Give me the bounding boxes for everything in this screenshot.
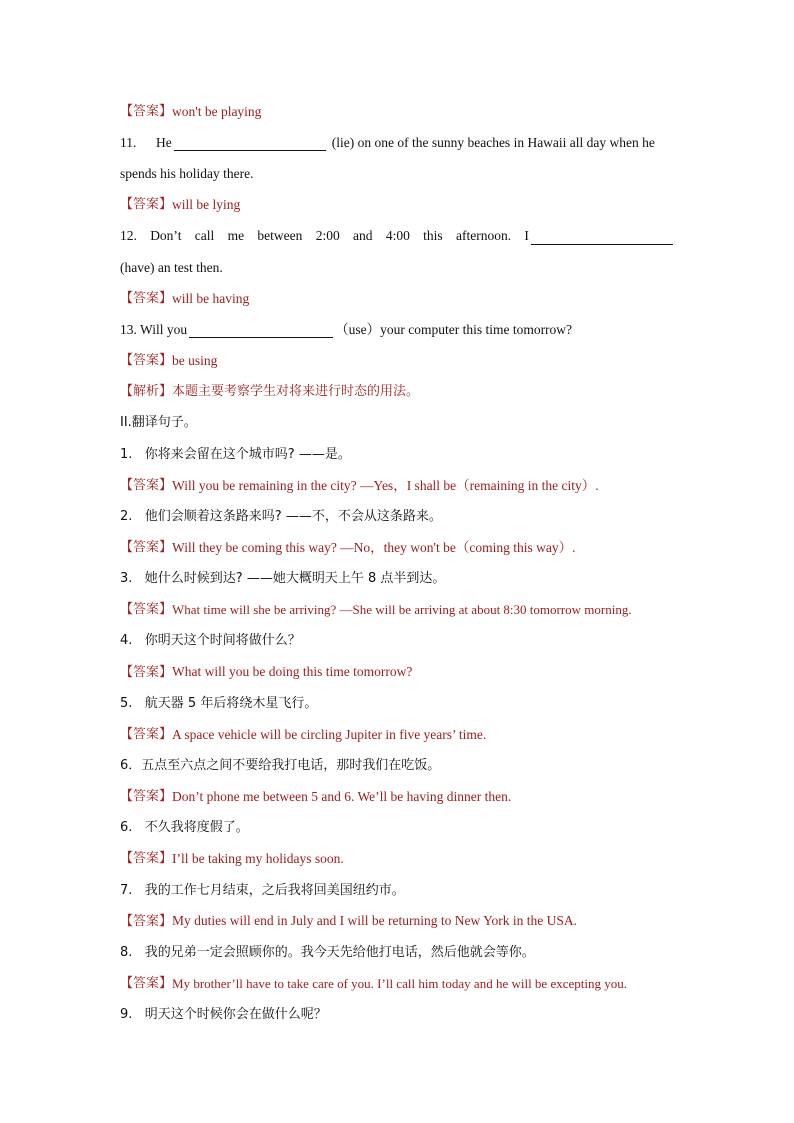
question-word: I (524, 228, 529, 244)
translation-question (120, 875, 680, 906)
answer-tag: 【答案】 (120, 789, 173, 805)
answer-tag: 【答案】 (120, 104, 173, 120)
analysis-text: 本题主要考察学生对将来进行时态的用法。 (172, 384, 420, 400)
translation-question (120, 625, 680, 656)
answer-tag: 【答案】 (120, 197, 173, 213)
question-word: 2:00 (315, 228, 340, 244)
analysis-tag: 【解析】 (120, 384, 173, 400)
question-text: 3. 她什么时候到达? ——她大概明天上午 8 点半到达。 (120, 571, 446, 587)
answer-text: Don’t phone me between 5 and 6. We’ll be having dinner then. (172, 788, 512, 804)
answer-text: will be lying (172, 197, 241, 213)
answer-text: Will you be remaining in the city? —Yes，I shall be（remaining in the city）. (172, 477, 599, 493)
answer-blank[interactable] (531, 232, 673, 245)
analysis (120, 376, 680, 407)
translation-answer (120, 968, 680, 999)
question-11 (120, 127, 680, 158)
answer-10 (120, 96, 680, 127)
question-13 (120, 314, 680, 345)
answer-text: What time will she be arriving? —She will be arriving at about 8:30 tomorrow morning. (172, 602, 632, 618)
question-text: 2. 他们会顺着这条路来吗? ——不，不会从这条路来。 (120, 508, 442, 524)
question-text: (lie) on one of the sunny beaches in Hawaii all day when he (331, 134, 655, 150)
question-text: 4. 你明天这个时间将做什么？ (120, 633, 301, 649)
question-word: call (194, 228, 215, 244)
question-word: Don’t (150, 228, 182, 244)
answer-tag: 【答案】 (120, 540, 173, 556)
translation-answer (120, 594, 680, 625)
question-text: 8. 我的兄弟一定会照顾你的。我今天先给他打电话，然后他就会等你。 (120, 944, 535, 960)
section-heading (120, 407, 680, 438)
answer-tag: 【答案】 (120, 851, 173, 867)
translation-question (120, 750, 680, 781)
question-word: 4:00 (385, 228, 410, 244)
answer-11 (120, 189, 680, 220)
question-word: me (227, 228, 245, 244)
translation-question (120, 563, 680, 594)
translation-answer (120, 719, 680, 750)
question-text: 5. 航天器 5 年后将绕木星飞行。 (120, 695, 318, 711)
answer-text: What will you be doing this time tomorrow? (172, 664, 413, 680)
answer-text: My brother’ll have to take care of you. I’ll call him today and he will be excepting you. (172, 976, 627, 991)
answer-tag: 【答案】 (120, 726, 173, 742)
answer-text: A space vehicle will be circling Jupiter in five years’ time. (172, 726, 487, 742)
translation-answer (120, 843, 680, 874)
answer-text: be using (172, 352, 218, 368)
question-12 (120, 221, 675, 252)
section-title: II.翻译句子。 (120, 415, 197, 431)
answer-tag: 【答案】 (120, 353, 173, 369)
question-text: 6. 不久我将度假了。 (120, 820, 249, 836)
answer-text: My duties will end in July and I will be returning to New York in the USA. (172, 913, 577, 929)
answer-text: won't be playing (172, 103, 262, 119)
question-text: 7. 我的工作七月结束，之后我将回美国纽约市。 (120, 882, 405, 898)
answer-13 (120, 345, 680, 376)
translation-question (120, 812, 680, 843)
answer-tag: 【答案】 (120, 913, 173, 929)
translation-question (120, 501, 680, 532)
answer-tag: 【答案】 (120, 602, 173, 618)
answer-tag: 【答案】 (120, 477, 173, 493)
translation-answer (120, 532, 680, 563)
translation-answer (120, 657, 680, 688)
answer-tag: 【答案】 (120, 664, 173, 680)
document-page (120, 96, 680, 1030)
answer-text: I’ll be taking my holidays soon. (172, 851, 344, 867)
answer-text: will be having (172, 290, 250, 306)
question-text: 1. 你将来会留在这个城市吗? ——是。 (120, 446, 351, 462)
answer-12 (120, 283, 680, 314)
question-number: 11. (120, 134, 137, 150)
question-word: 12. (120, 228, 137, 244)
question-11-continued (120, 158, 680, 189)
question-word: afternoon. (455, 228, 512, 244)
question-text: 9. 明天这个时候你会在做什么呢？ (120, 1007, 327, 1023)
translation-answer (120, 781, 680, 812)
question-text: spends his holiday there. (120, 166, 254, 182)
question-text: 13. Will you (120, 321, 188, 337)
translation-question (120, 937, 680, 968)
question-text: 6．五点至六点之间不要给我打电话，那时我们在吃饭。 (120, 758, 441, 774)
question-text: （use）your computer this time tomorrow? (335, 321, 573, 337)
answer-text: Will they be coming this way? —No，they won't be（coming this way）. (172, 539, 576, 555)
translation-question (120, 688, 680, 719)
question-text: He (156, 134, 172, 150)
answer-tag: 【答案】 (120, 290, 173, 306)
question-word: this (423, 228, 443, 244)
answer-tag: 【答案】 (120, 976, 173, 991)
answer-blank[interactable] (189, 325, 333, 338)
answer-blank[interactable] (174, 138, 326, 151)
question-12-continued (120, 252, 680, 283)
question-word: and (353, 228, 373, 244)
translation-question (120, 999, 680, 1030)
translation-answer (120, 470, 680, 501)
question-text: (have) an test then. (120, 259, 223, 275)
translation-answer (120, 906, 680, 937)
question-word: between (257, 228, 303, 244)
translation-question (120, 439, 680, 470)
